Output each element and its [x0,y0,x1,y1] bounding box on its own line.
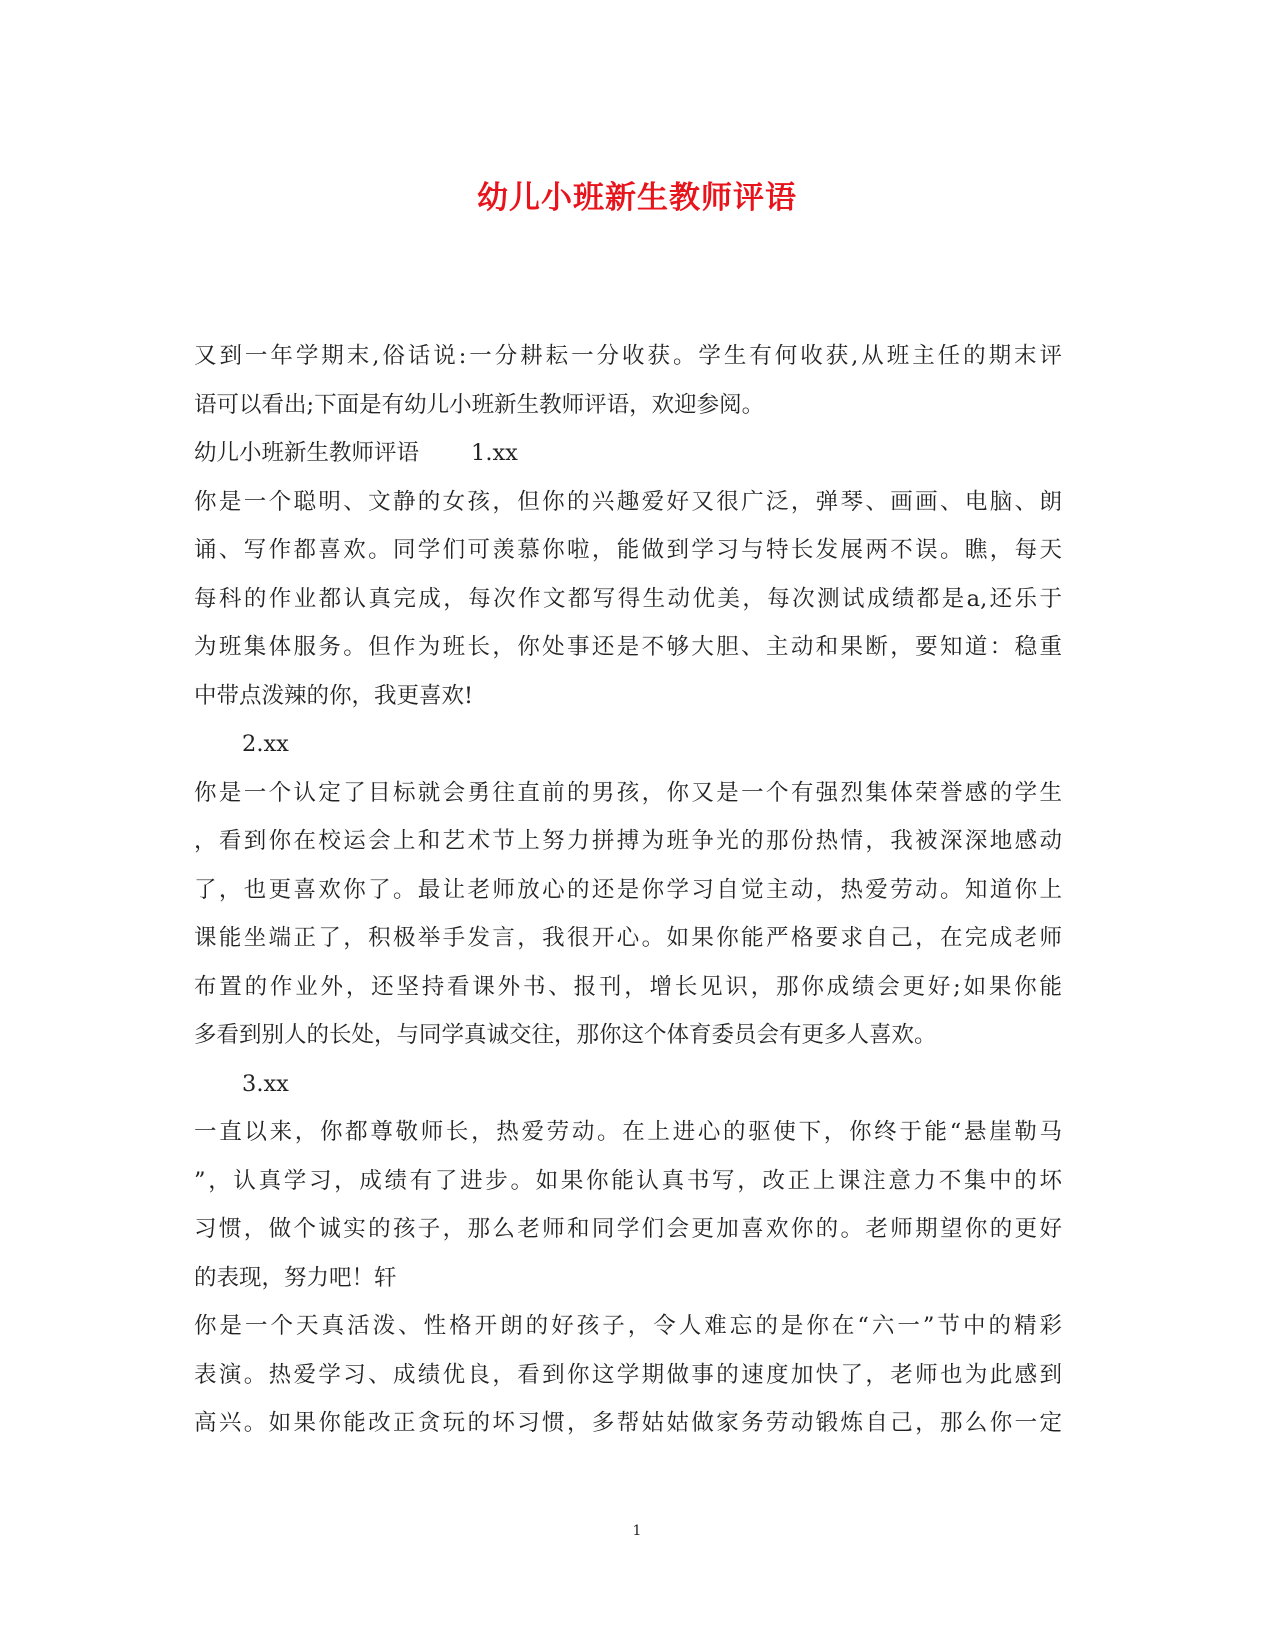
comment-paragraph-1 [194,478,1062,721]
text-line: ”，认真学习，成绩有了进步。如果你能认真书写，改正上课注意力不集中的坏 [194,1167,1062,1194]
text-line: ，看到你在校运会上和艺术节上努力拼搏为班争光的那份热情，我被深深地感动 [194,828,1062,854]
text-line: 布置的作业外，还坚持看课外书、报刊，增长见识，那你成绩会更好;如果你能 [194,973,1062,1000]
section-heading-label: 幼儿小班新生教师评语 [194,440,420,466]
text-line: 一直以来，你都尊敬师长，热爱劳动。在上进心的驱使下，你终于能“悬崖勒马 [194,1119,1062,1145]
document-title: 幼儿小班新生教师评语 [477,180,797,216]
text-line: 高兴。如果你能改正贪玩的坏习惯，多帮姑姑做家务劳动锻炼自己，那么你一定 [194,1410,1062,1436]
text-line: 你是一个聪明、文静的女孩，但你的兴趣爱好又很广泛，弹琴、画画、电脑、朗 [194,488,1062,515]
document-body [194,332,1062,1448]
text-line: 了，也更喜欢你了。最让老师放心的还是你学习自觉主动，热爱劳动。知道你上 [194,876,1062,903]
intro-paragraph [194,332,1062,429]
text-line: 多看到别人的长处，与同学真诚交往，那你这个体育委员会有更多人喜欢。 [194,1022,937,1048]
item-number: 1.xx [471,440,518,466]
item-number: 3.xx [242,1070,289,1097]
comment-paragraph-2 [194,769,1062,1060]
text-line: 课能坐端正了，积极举手发言，我很开心。如果你能严格要求自己，在完成老师 [194,925,1062,951]
text-line: 为班集体服务。但作为班长，你处事还是不够大胆、主动和果断，要知道：稳重 [194,634,1062,660]
text-line: 诵、写作都喜欢。同学们可羡慕你啦，能做到学习与特长发展两不误。瞧，每天 [194,537,1062,563]
text-line: 表演。热爱学习、成绩优良，看到你这学期做事的速度加快了，老师也为此感到 [194,1361,1062,1388]
text-line: 语可以看出;下面是有幼儿小班新生教师评语，欢迎参阅。 [194,391,765,418]
section-heading [194,429,1062,478]
comment-paragraph-4 [194,1302,1062,1448]
comment-paragraph-3 [194,1108,1062,1302]
page-number: 1 [632,1523,642,1539]
text-line: 习惯，做个诚实的孩子，那么老师和同学们会更加喜欢你的。老师期望你的更好 [194,1216,1062,1242]
text-line: 每科的作业都认真完成，每次作文都写得生动优美，每次测试成绩都是a,还乐于 [194,585,1062,612]
text-line: 又到一年学期末,俗话说:一分耕耘一分收获。学生有何收获,从班主任的期末评 [194,343,1062,369]
text-line: 的表现，努力吧！轩 [194,1264,397,1291]
text-line: 中带点泼辣的你，我更喜欢! [194,682,474,709]
item-number: 2.xx [242,731,289,757]
text-line: 你是一个天真活泼、性格开朗的好孩子，令人难忘的是你在“六一”节中的精彩 [194,1313,1062,1339]
text-line: 你是一个认定了目标就会勇往直前的男孩，你又是一个有强烈集体荣誉感的学生 [194,779,1062,806]
